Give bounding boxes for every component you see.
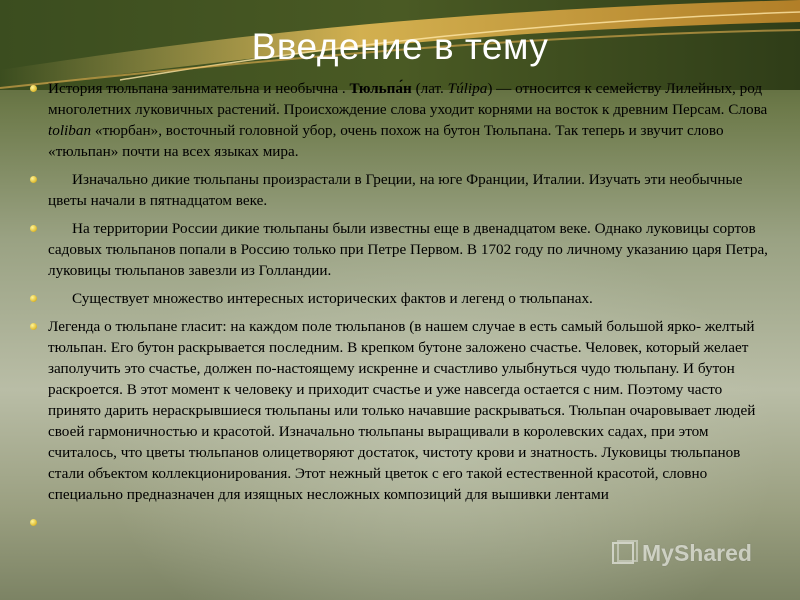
content-list: [30, 78, 778, 540]
list-item: [30, 288, 778, 309]
bullet-icon: [30, 519, 37, 526]
paragraph-1-part-4: «тюрбан», восточный головной убор, очень похож на бутон Тюльпана. Так теперь и звучит слово «тюльпан» почти на всех языках мира.: [48, 122, 724, 160]
watermark-logo-icon: [612, 540, 638, 566]
paragraph-1-part-1: История тюльпана занимательна и необычна .: [48, 80, 350, 97]
paragraph-1-term: Тюльпа́н: [349, 80, 412, 97]
paragraph-1-part-3: ) — относится к семейству Лилейных, род многолетних луковичных растений. Происхождение слова уходит корнями на восток к древним Персам. Слова: [48, 80, 768, 118]
paragraph-1-toliban: toliban: [48, 122, 92, 139]
bullet-icon: [30, 295, 37, 302]
list-item: [30, 169, 778, 211]
paragraph-5: Легенда о тюльпане гласит: на каждом поле тюльпанов (в нашем случае в есть самый большой ярко- желтый тюльпан. Его бутон раскрывается последним. В крепком бутоне заложено счастье. Человек, который желает заполучить это счастье, должен по-настоящему искренне и счастливо улыбнуться чудо тюльпану. И бутон раскроется. В этот момент к человеку и приходит счастье и уже навсегда остается с ним. Поэтому часто принято дарить нераскрывшиеся тюльпаны или только начавшие раскрываться. Тюльпан очаровывает людей своей гармоничностью и красотой. Изначально тюльпаны выращивали в королевских садах, при этом считалось, что цветы тюльпанов олицетворяют достаток, чистоту крови и знатность. Луковицы тюльпанов стали объектом коллекционирования. Этот нежный цветок с его такой естественной красотой, словно специально предназначен для изящных несложных композиций для вышивки лентами: [48, 318, 756, 503]
list-item: [30, 218, 778, 281]
bullet-icon: [30, 85, 37, 92]
list-item: [30, 78, 778, 162]
watermark-text: MyShared: [642, 539, 752, 566]
bullet-icon: [30, 225, 37, 232]
bullet-icon: [30, 323, 37, 330]
bullet-icon: [30, 176, 37, 183]
list-item: [30, 316, 778, 505]
watermark: [612, 536, 762, 570]
paragraph-3: На территории России дикие тюльпаны были известны еще в двенадцатом веке. Однако луковицы сортов садовых тюльпанов попали в Россию только при Петре Первом. В 1702 году по личному указанию царя Петра, луковицы тюльпанов завезли из Голландии.: [48, 220, 768, 279]
paragraph-1-latin: Túlipa: [447, 80, 488, 97]
list-item: [30, 512, 778, 533]
slide-title: Введение в тему: [251, 26, 549, 67]
paragraph-4: Существует множество интересных исторических фактов и легенд о тюльпанах.: [72, 290, 593, 307]
paragraph-1-part-2: (лат.: [411, 80, 448, 97]
paragraph-2: Изначально дикие тюльпаны произрастали в Греции, на юге Франции, Италии. Изучать эти необычные цветы начали в пятнадцатом веке.: [48, 171, 743, 209]
